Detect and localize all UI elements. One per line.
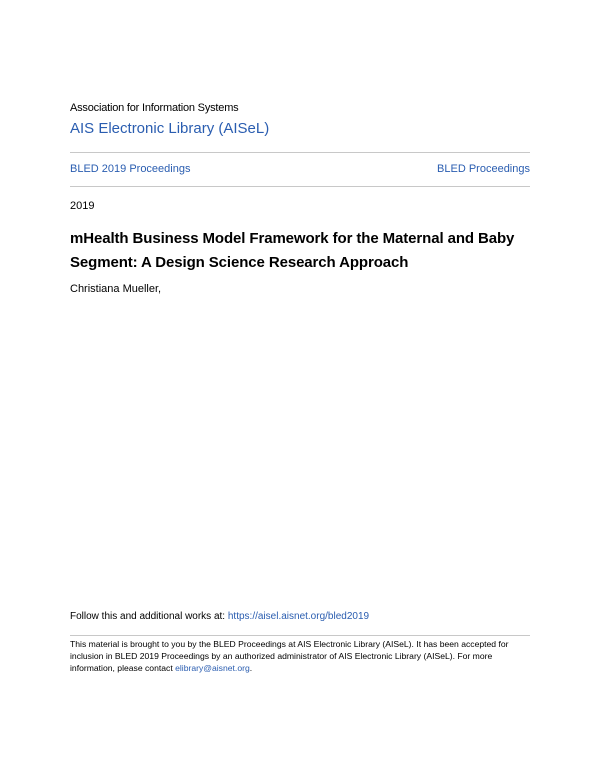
divider-bottom bbox=[70, 635, 530, 636]
bled-proceedings-link[interactable]: BLED Proceedings bbox=[437, 163, 530, 175]
contact-email-link[interactable]: elibrary@aisnet.org bbox=[175, 663, 250, 673]
access-notice bbox=[70, 638, 535, 674]
organization-name: Association for Information Systems bbox=[70, 102, 239, 114]
follow-link[interactable]: https://aisel.aisnet.org/bled2019 bbox=[227, 611, 370, 622]
library-link[interactable]: AIS Electronic Library (AISeL) bbox=[70, 120, 270, 137]
paper-title: mHealth Business Model Framework for the Maternal and Baby Segment: A Design Science Research Approach bbox=[70, 230, 515, 271]
notice-text: This material is brought to you by the BLED Proceedings at AIS Electronic Library (AISeL). It has been accepted for inclusion in BLED 2019 Proceedings by an authorized administrator of AIS Electronic Library (AISeL). For more information, please contact bbox=[70, 639, 509, 673]
follow-text: Follow this and additional works at: bbox=[70, 611, 228, 622]
publication-year: 2019 bbox=[70, 200, 95, 212]
divider-top bbox=[70, 152, 530, 153]
follow-line bbox=[70, 611, 369, 622]
notice-end: . bbox=[249, 663, 253, 673]
proceedings-link[interactable]: BLED 2019 Proceedings bbox=[70, 163, 191, 175]
divider-middle bbox=[70, 186, 530, 187]
author-name: Christiana Mueller, bbox=[70, 283, 162, 295]
